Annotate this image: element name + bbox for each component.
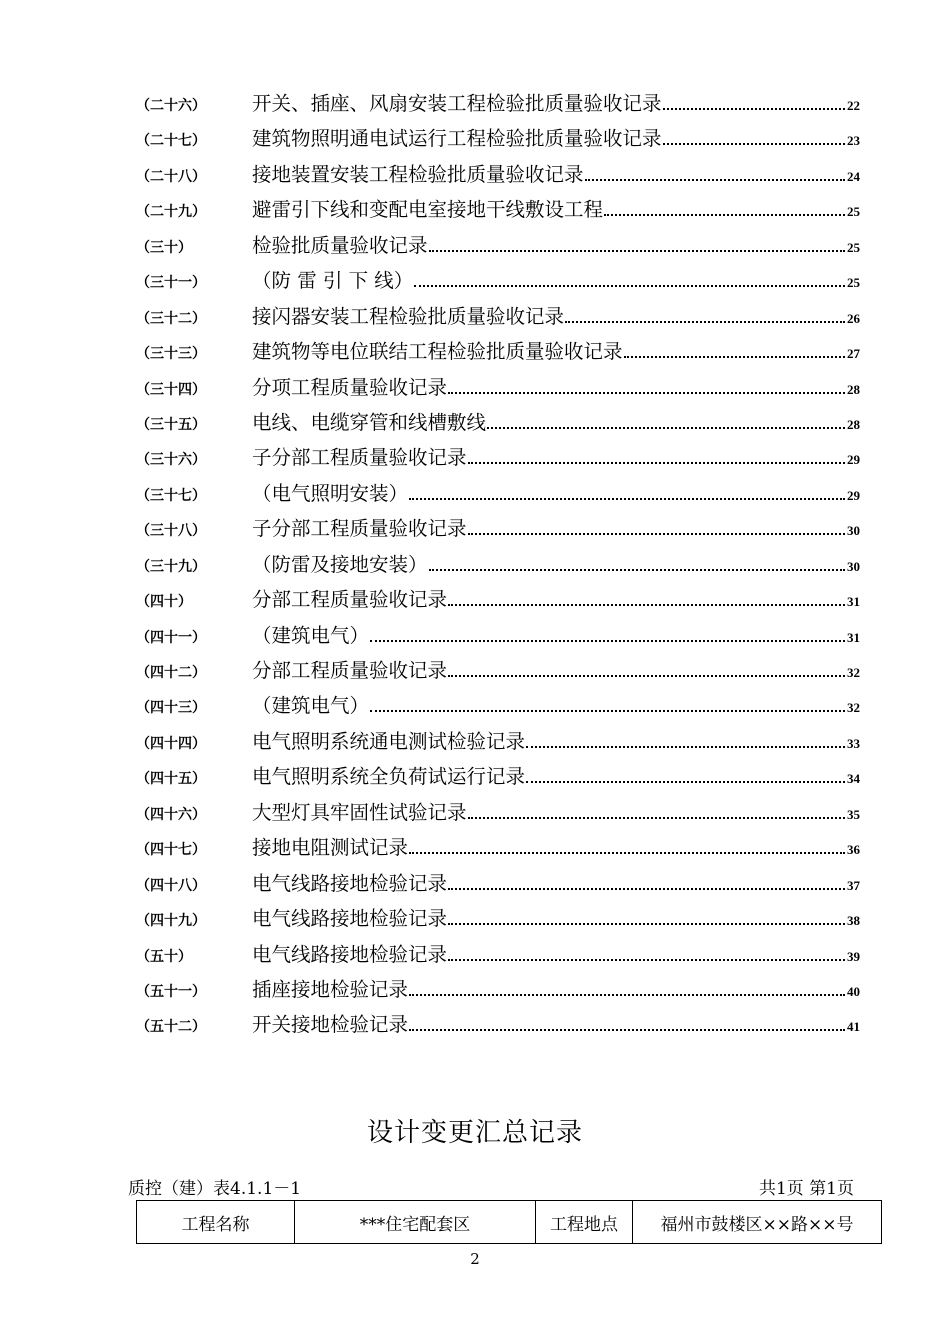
toc-entry-title: （电气照明安装）: [252, 481, 409, 505]
toc-entry-title: 开关、插座、风扇安装工程检验批质量验收记录: [252, 92, 662, 115]
toc-entry-page: 22: [847, 98, 860, 113]
project-location-label: 工程地点: [536, 1201, 633, 1244]
toc-entry-title: 电气线路接地检验记录: [252, 907, 448, 931]
toc-entry-title: 子分部工程质量验收记录: [252, 446, 467, 470]
toc-entry-page: 33: [847, 735, 860, 751]
toc-entry-number: （二十六）: [136, 98, 206, 114]
toc-entry[interactable]: [136, 620, 860, 655]
toc-entry-title: 子分部工程质量验收记录: [252, 517, 467, 541]
toc-entry-title: 建筑物照明通电试运行工程检验批质量验收记录: [252, 127, 662, 151]
toc-leader-dots: [414, 285, 845, 287]
toc-entry[interactable]: [136, 761, 860, 796]
toc-entry-number: （五十二）: [136, 1019, 206, 1036]
toc-entry-page: 30: [847, 558, 860, 574]
toc-leader-dots: [409, 994, 845, 996]
toc-entry[interactable]: [136, 442, 860, 477]
toc-leader-dots: [409, 852, 845, 854]
toc-entry-number: （四十八）: [136, 877, 206, 894]
toc-entry-page: 29: [847, 487, 860, 503]
toc-leader-dots: [448, 604, 845, 606]
table-of-contents: [136, 88, 860, 1045]
toc-entry[interactable]: [136, 903, 860, 938]
toc-entry-title: 电气照明系统全负荷试运行记录: [252, 765, 526, 789]
toc-entry-number: （三十一）: [136, 275, 206, 292]
toc-entry[interactable]: [136, 832, 860, 867]
toc-entry-title: 开关接地检验记录: [252, 1013, 409, 1037]
toc-leader-dots: [429, 250, 845, 252]
toc-entry-title: （建筑电气）: [252, 623, 370, 647]
toc-entry[interactable]: [136, 584, 860, 619]
toc-entry-number: （四十七）: [136, 842, 206, 859]
toc-entry-page: 39: [847, 948, 860, 964]
section-title: 设计变更汇总记录: [366, 1118, 583, 1148]
toc-entry-number: （三十三）: [136, 346, 206, 363]
toc-leader-dots: [526, 746, 845, 748]
toc-entry-page: 25: [847, 239, 860, 255]
toc-entry-title: 建筑物等电位联结工程检验批质量验收记录: [252, 340, 623, 364]
toc-entry-page: 30: [847, 523, 860, 539]
toc-entry-page: 34: [847, 771, 860, 787]
toc-leader-dots: [370, 640, 845, 642]
toc-entry-page: 32: [847, 665, 860, 680]
toc-entry[interactable]: [136, 372, 860, 407]
toc-entry[interactable]: [136, 265, 860, 300]
toc-entry-page: 36: [847, 842, 860, 858]
toc-entry-title: （防 雷 引 下 线）: [252, 269, 414, 293]
toc-leader-dots: [409, 498, 845, 500]
toc-entry[interactable]: [136, 301, 860, 336]
toc-leader-dots: [565, 321, 845, 323]
toc-leader-dots: [429, 569, 845, 571]
toc-entry-page: 27: [847, 346, 860, 362]
toc-entry-title: 接地装置安装工程检验批质量验收记录: [252, 162, 584, 186]
toc-leader-dots: [585, 179, 845, 181]
project-name-label: 工程名称: [137, 1201, 295, 1244]
toc-entry-page: 25: [847, 275, 860, 291]
page-number: 2: [470, 1250, 480, 1268]
toc-leader-dots: [468, 533, 845, 535]
project-name-value: ***住宅配套区: [295, 1201, 536, 1244]
toc-entry[interactable]: [136, 726, 860, 761]
toc-entry-number: （四十一）: [136, 629, 206, 646]
toc-entry-page: 26: [847, 310, 860, 326]
toc-entry-page: 23: [847, 133, 860, 149]
toc-entry-page: 28: [847, 416, 860, 432]
toc-entry-title: （建筑电气）: [252, 694, 370, 718]
toc-entry-title: 避雷引下线和变配电室接地干线敷设工程: [252, 198, 604, 222]
toc-entry-page: 32: [847, 700, 860, 716]
project-location-value: 福州市鼓楼区××路××号: [633, 1201, 882, 1244]
toc-entry-number: （三十四）: [136, 381, 206, 398]
toc-entry-title: 大型灯具牢固性试验记录: [252, 800, 467, 824]
toc-entry[interactable]: [136, 939, 860, 974]
toc-entry[interactable]: [136, 194, 860, 229]
toc-entry-page: 24: [847, 168, 860, 184]
toc-leader-dots: [468, 462, 845, 464]
toc-entry[interactable]: [136, 974, 860, 1009]
toc-entry[interactable]: [136, 336, 860, 371]
form-code: 质控（建）表4.1.1－1: [128, 1179, 302, 1199]
toc-entry-title: 检验批质量验收记录: [252, 233, 428, 257]
toc-leader-dots: [448, 392, 845, 394]
toc-entry-number: （三十六）: [136, 452, 206, 469]
toc-entry-title: 接地电阻测试记录: [252, 836, 409, 860]
toc-entry-number: （四十六）: [136, 806, 206, 823]
toc-leader-dots: [624, 356, 845, 358]
toc-entry-number: （三十五）: [136, 416, 206, 433]
toc-entry-page: 37: [847, 877, 860, 893]
toc-leader-dots: [663, 143, 845, 145]
toc-entry-number: （二十九）: [136, 204, 206, 221]
toc-entry-number: （二十八）: [136, 168, 206, 185]
toc-entry-title: 分项工程质量验收记录: [252, 375, 448, 399]
toc-entry-title: 插座接地检验记录: [252, 977, 409, 1001]
toc-entry[interactable]: [136, 123, 860, 158]
toc-entry[interactable]: [136, 655, 860, 690]
toc-entry-page: 25: [847, 204, 860, 220]
toc-entry[interactable]: [136, 549, 860, 584]
toc-leader-dots: [526, 781, 845, 783]
toc-entry[interactable]: [136, 690, 860, 725]
toc-entry-title: 分部工程质量验收记录: [252, 659, 448, 682]
toc-leader-dots: [448, 923, 845, 925]
toc-entry-number: （四十五）: [136, 771, 206, 788]
toc-entry[interactable]: [136, 868, 860, 903]
toc-entry-number: （四十二）: [136, 665, 206, 681]
toc-leader-dots: [663, 108, 845, 110]
toc-leader-dots: [604, 214, 845, 216]
toc-entry-title: （防雷及接地安装）: [252, 552, 428, 576]
toc-entry-number: （二十七）: [136, 133, 206, 150]
toc-entry-page: 31: [847, 594, 860, 610]
toc-leader-dots: [409, 1029, 845, 1031]
toc-entry-number: （五十一）: [136, 983, 206, 1000]
toc-entry[interactable]: [136, 478, 860, 513]
project-info-table: [136, 1200, 882, 1244]
toc-entry[interactable]: [136, 513, 860, 548]
toc-entry-number: （三十八）: [136, 523, 206, 540]
toc-entry-page: 31: [847, 629, 860, 645]
toc-entry-page: 35: [847, 806, 860, 822]
toc-entry-title: 分部工程质量验收记录: [252, 588, 448, 612]
toc-entry[interactable]: [136, 797, 860, 832]
toc-leader-dots: [487, 427, 845, 429]
toc-leader-dots: [468, 817, 845, 819]
toc-entry-page: 28: [847, 381, 860, 397]
page-count: 共1页 第1页: [758, 1179, 854, 1199]
toc-leader-dots: [448, 959, 845, 961]
toc-entry-page: 40: [847, 983, 860, 999]
toc-entry-title: 电气照明系统通电测试检验记录: [252, 729, 526, 753]
toc-entry[interactable]: [136, 88, 860, 123]
table-row: [137, 1201, 882, 1244]
toc-entry-page: 38: [847, 913, 860, 929]
toc-entry-number: （三十七）: [136, 487, 206, 504]
toc-entry-number: （四十）: [136, 594, 192, 611]
toc-entry[interactable]: [136, 1009, 860, 1044]
toc-entry[interactable]: [136, 230, 860, 265]
toc-leader-dots: [370, 710, 845, 712]
toc-entry-page: 41: [847, 1019, 860, 1035]
toc-entry-page: 29: [847, 452, 860, 468]
toc-entry-number: （四十三）: [136, 700, 206, 717]
toc-entry-number: （四十九）: [136, 913, 206, 930]
toc-entry-number: （四十四）: [136, 735, 206, 752]
toc-entry[interactable]: [136, 407, 860, 442]
toc-entry-number: （三十九）: [136, 558, 206, 575]
toc-entry-number: （五十）: [136, 948, 192, 965]
toc-entry-number: （三十二）: [136, 310, 206, 327]
toc-entry-number: （三十）: [136, 239, 192, 256]
toc-leader-dots: [448, 675, 845, 677]
toc-entry-title: 电线、电缆穿管和线槽敷线: [252, 410, 487, 434]
toc-leader-dots: [448, 888, 845, 890]
toc-entry[interactable]: [136, 159, 860, 194]
toc-entry-title: 电气线路接地检验记录: [252, 942, 448, 966]
toc-entry-title: 接闪器安装工程检验批质量验收记录: [252, 304, 565, 328]
toc-entry-title: 电气线路接地检验记录: [252, 871, 448, 895]
